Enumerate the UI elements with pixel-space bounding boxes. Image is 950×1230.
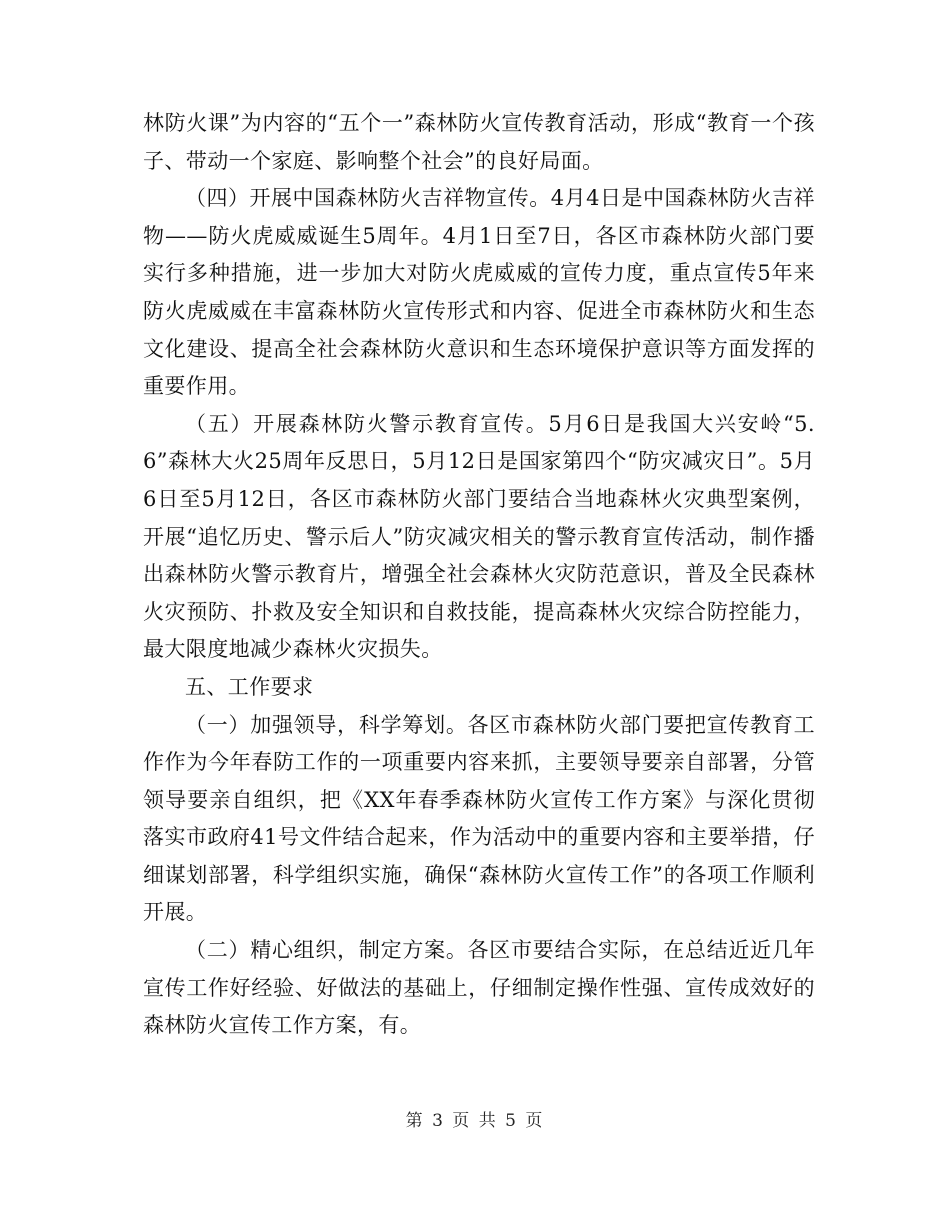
document-body bbox=[143, 105, 815, 1045]
paragraph-section-4: （四）开展中国森林防火吉祥物宣传。4月4日是中国森林防火吉祥物——防火虎威威诞生5周年。4月1日至7日，各区市森林防火部门要实行多种措施，进一步加大对防火虎威威的宣传力度，重点宣传5年来防火虎威威在丰富森林防火宣传形式和内容、促进全市森林防火和生态文化建设、提高全社会森林防火意识和生态环境保护意识等方面发挥的重要作用。 bbox=[143, 186, 815, 399]
paragraph-section-5: （五）开展森林防火警示教育宣传。5月6日是我国大兴安岭“5.6”森林大火25周年反思日，5月12日是国家第四个“防灾减灾日”。5月6日至5月12日，各区市森林防火部门要结合当地森林火灾典型案例，开展“追忆历史、警示后人”防灾减灾相关的警示教育宣传活动，制作播出森林防火警示教育片，增强全社会森林火灾防范意识，普及全民森林火灾预防、扑救及安全知识和自救技能，提高森林火灾综合防控能力，最大限度地减少森林火灾损失。 bbox=[143, 411, 815, 662]
paragraph-requirement-1: （一）加强领导，科学筹划。各区市森林防火部门要把宣传教育工作作为今年春防工作的一项重要内容来抓，主要领导要亲自部署，分管领导要亲自组织，把《XX年春季森林防火宣传工作方案》与深化贯彻落实市政府41号文件结合起来，作为活动中的重要内容和主要举措，仔细谋划部署，科学组织实施，确保“森林防火宣传工作”的各项工作顺利开展。 bbox=[143, 712, 815, 925]
section-heading-work-requirements: 五、工作要求 bbox=[185, 674, 314, 699]
page-number-footer: 第 3 页 共 5 页 bbox=[405, 1111, 545, 1131]
paragraph-requirement-2: （二）精心组织，制定方案。各区市要结合实际，在总结近近几年宣传工作好经验、好做法的基础上，仔细制定操作性强、宣传成效好的森林防火宣传工作方案，有。 bbox=[143, 938, 815, 1038]
paragraph-continuation: 林防火课”为内容的“五个一”森林防火宣传教育活动，形成“教育一个孩子、带动一个家庭、影响整个社会”的良好局面。 bbox=[143, 111, 815, 173]
